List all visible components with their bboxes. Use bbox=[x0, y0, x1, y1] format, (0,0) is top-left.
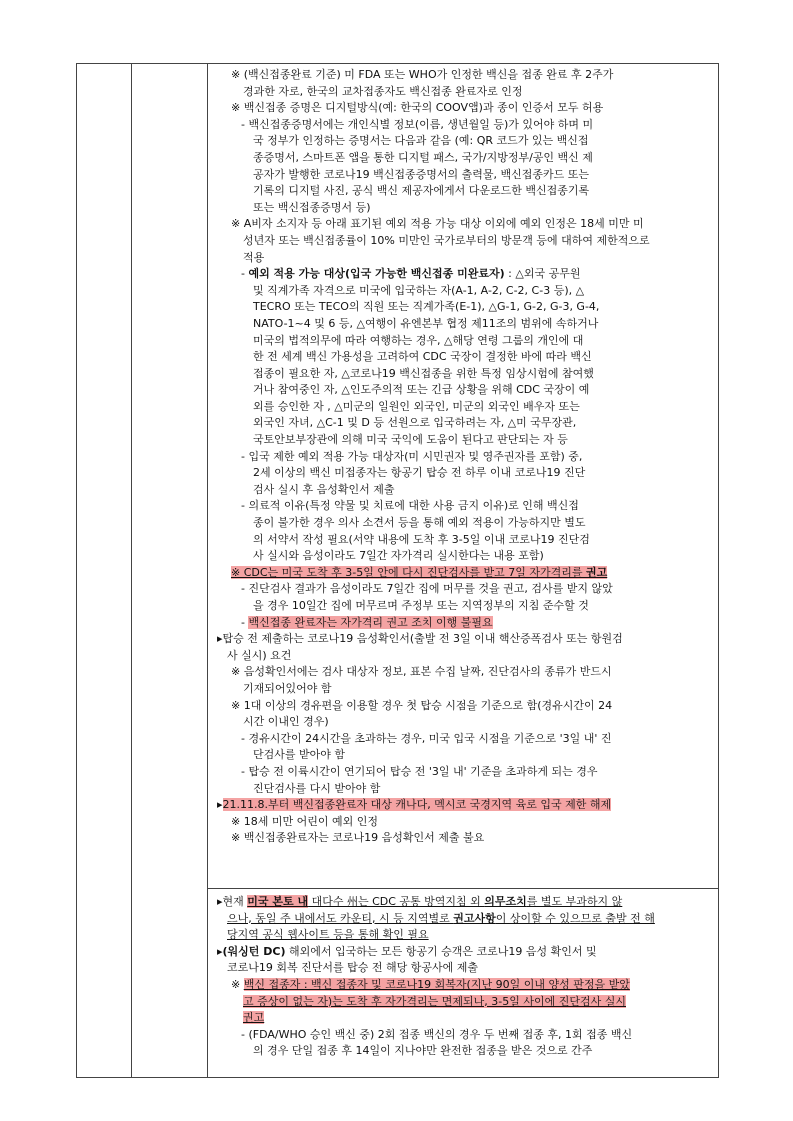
text-line: 국 정부가 인정하는 증명서는 다음과 같음 (예: QR 코드가 있는 백신접 bbox=[253, 134, 589, 148]
text-line: - 진단검사 결과가 음성이라도 7일간 집에 머무를 것을 권고, 검사를 받지 않았 bbox=[241, 582, 613, 596]
text-line: 사 실시) 요건 bbox=[227, 648, 292, 662]
text-line: 검사 실시 후 음성확인서 제출 bbox=[253, 482, 395, 496]
row-divider bbox=[207, 888, 718, 889]
text-line: ▸탑승 전 제출하는 코로나19 음성확인서(출발 전 3일 이내 핵산증폭검사 또는 항원검 bbox=[217, 632, 623, 646]
text-line: 종증명서, 스마트폰 앱을 통한 디지털 패스, 국가/지방정부/공인 백신 제 bbox=[253, 150, 593, 164]
text-line: ※ 18세 미만 어린이 예외 인정 bbox=[231, 814, 378, 828]
text-run: : △외국 공무원 bbox=[504, 267, 581, 281]
text-line: 단검사를 받아야 함 bbox=[253, 748, 346, 762]
text-run: 으나, 동일 주 내에서도 카운티, 시 등 지역별로 bbox=[227, 911, 454, 925]
text-line: 및 직계가족 자격으로 미국에 입국하는 자(A-1, A-2, C-2, C-3 등), △ bbox=[253, 283, 585, 297]
text-line: ※ (백신접종완료 기준) 미 FDA 또는 WHO가 인정한 백신을 접종 완료 후 2주가 bbox=[231, 68, 614, 81]
text-line: 을 경우 10일간 집에 머무르며 주정부 또는 지역정부의 지침 준수할 것 bbox=[253, 599, 589, 612]
text-run: 대다수 州는 CDC 공통 방역지침 외 bbox=[308, 895, 485, 908]
text-line: ※ 백신접종완료자는 코로나19 음성확인서 제출 불요 bbox=[231, 831, 485, 845]
text-line: 성년자 또는 백신접종률이 10% 미만인 국가로부터의 방문객 등에 대하여 제한적으로 bbox=[243, 233, 650, 247]
text-run: 이 상이할 수 있으므로 출발 전 해 bbox=[495, 911, 655, 925]
text-line: ※ 1대 이상의 경유편을 이용할 경우 첫 탑승 시점을 기준으로 함(경유시간이 24 bbox=[231, 698, 613, 712]
text-line: ※ 백신접종 증명은 디지털방식(예: 한국의 COOV앱)과 종이 인증서 모두 허용 bbox=[231, 101, 604, 115]
text-line: TECRO 또는 TECO의 직원 또는 직계가족(E-1), △G-1, G-2, G-3, G-4, bbox=[253, 300, 600, 314]
text-line bbox=[213, 615, 712, 632]
text-line: - 입국 제한 예외 적용 가능 대상자(미 시민권자 및 영주권자를 포함) 중, bbox=[241, 449, 583, 463]
text-line bbox=[213, 565, 712, 582]
text-line bbox=[213, 911, 712, 928]
text-run: ※ CDC는 미국 도착 후 3-5일 안에 다시 진단검사를 받고 7일 자가격리를 bbox=[231, 565, 586, 579]
text-line bbox=[213, 944, 712, 961]
text-run: 를 별도 부과하지 않 bbox=[526, 895, 623, 908]
text-line: 의 경우 단일 접종 후 14일이 지나야만 완전한 접종을 받은 것으로 간주 bbox=[253, 1044, 593, 1058]
text-line: 시간 이내인 경우) bbox=[243, 715, 329, 729]
text-run: ▸ bbox=[217, 798, 223, 812]
text-run: 21.11.8.부터 백신접종완료자 대상 캐나다, 멕시코 국경지역 육로 입국 제한 해제 bbox=[222, 798, 612, 812]
text-line: 진단검사를 다시 받아야 함 bbox=[253, 781, 381, 795]
text-run: 백신접종 완료자는 자가격리 권고 조치 이행 불필요 bbox=[248, 615, 493, 629]
text-line: 사 실시와 음성이라도 7일간 자가격리 실시한다는 내용 포함) bbox=[253, 549, 544, 563]
text-line: 한 전 세계 백신 가용성을 고려하여 CDC 국장이 결정한 바에 따라 백신 bbox=[253, 350, 592, 364]
text-run: 예외 적용 가능 대상(입국 가능한 백신접종 미완료자) bbox=[248, 267, 505, 281]
text-run: 당지역 공식 웹사이트 등을 통해 확인 필요 bbox=[227, 928, 429, 942]
text-line bbox=[213, 994, 712, 1011]
text-line bbox=[213, 927, 712, 944]
text-line: ※ 음성확인서에는 검사 대상자 정보, 표본 수집 날짜, 진단검사의 종류가 반드시 bbox=[231, 665, 612, 679]
text-run: 해외에서 입국하는 모든 항공기 승객은 코로나19 음성 확인서 및 bbox=[285, 944, 597, 958]
text-run: ▸ bbox=[217, 944, 223, 958]
text-run: (워싱턴 DC) bbox=[222, 944, 286, 958]
content-cell-entry-requirements bbox=[213, 67, 712, 847]
text-line: - 의료적 이유(특정 약물 및 치료에 대한 사용 금지 이유)로 인해 백신접 bbox=[241, 499, 579, 513]
text-run: - bbox=[241, 267, 249, 281]
text-line: - (FDA/WHO 승인 백신 중) 2회 접종 백신의 경우 두 번째 접종 후, 1회 접종 백신 bbox=[241, 1027, 633, 1041]
text-run: ▸현재 bbox=[217, 895, 248, 908]
text-run: 권고사항 bbox=[453, 911, 496, 925]
text-line bbox=[213, 266, 712, 283]
text-run: 의무조치 bbox=[484, 895, 527, 908]
text-line: 기재되어있어야 함 bbox=[243, 681, 332, 695]
text-line: 거나 참여중인 자, △인도주의적 또는 긴급 상황을 위해 CDC 국장이 예 bbox=[253, 383, 590, 397]
column-divider-1 bbox=[131, 64, 132, 1077]
text-line: 또는 백신접종증명서 등) bbox=[253, 200, 371, 214]
text-line: 외를 승인한 자 , △미군의 일원인 외국인, 미군의 외국인 배우자 또는 bbox=[253, 399, 580, 413]
text-run: 미국 본토 내 bbox=[247, 895, 309, 908]
text-line: NATO-1~4 및 6 등, △여행이 유엔본부 협정 제11조의 범위에 속하거나 bbox=[253, 316, 599, 330]
text-line bbox=[213, 1010, 712, 1027]
text-line: 국토안보부장관에 의해 미국 국익에 도움이 된다고 판단되는 자 등 bbox=[253, 433, 568, 447]
text-line: 접종이 필요한 자, △코로나19 백신접종을 위한 특정 임상시험에 참여했 bbox=[253, 366, 594, 380]
text-line: 종이 불가한 경우 의사 소견서 등을 통해 예외 적용이 가능하지만 별도 bbox=[253, 516, 586, 530]
text-line bbox=[213, 894, 712, 911]
text-run: - bbox=[241, 615, 249, 629]
text-line: 공자가 발행한 코로나19 백신접종증명서의 출력물, 백신접종카드 또는 bbox=[253, 167, 589, 181]
text-line bbox=[213, 977, 712, 994]
text-line: 미국의 법적의무에 따라 여행하는 경우, △해당 연령 그룹의 개인에 대 bbox=[253, 333, 584, 347]
text-line: ※ A비자 소지자 등 아래 표기된 예외 적용 가능 대상 이외에 예외 인정은 18세 미만 미 bbox=[231, 217, 644, 231]
text-line: - 백신접종증명서에는 개인식별 정보(이름, 생년월일 등)가 있어야 하며 미 bbox=[241, 117, 594, 131]
text-line: 적용 bbox=[243, 250, 265, 264]
text-line bbox=[213, 797, 712, 814]
text-run: 고 증상이 없는 자)는 도착 후 자가격리는 면제되나, 3-5일 사이에 진단검사 실시 bbox=[243, 994, 626, 1008]
column-divider-2 bbox=[207, 64, 208, 1077]
text-run: 권고 bbox=[586, 565, 608, 579]
text-line: 코로나19 회복 진단서를 탑승 전 해당 항공사에 제출 bbox=[227, 961, 478, 975]
text-line: 외국인 자녀, △C-1 및 D 등 선원으로 입국하려는 자, △미 국무장관, bbox=[253, 416, 577, 430]
text-run: ※ bbox=[231, 977, 244, 991]
text-line: - 경유시간이 24시간을 초과하는 경우, 미국 입국 시점을 기준으로 '3일 내' 진 bbox=[241, 731, 612, 745]
text-line: 2세 이상의 백신 미접종자는 항공기 탑승 전 하루 이내 코로나19 진단 bbox=[253, 466, 586, 480]
text-run: 백신 접종자 : 백신 접종자 및 코로나19 회복자(지난 90일 이내 양성 판정을 받았 bbox=[243, 977, 630, 991]
text-line: 경과한 자로, 한국의 교차접종자도 백신접종 완료자로 인정 bbox=[243, 84, 523, 98]
text-run: 권고 bbox=[243, 1011, 265, 1025]
content-cell-state-guidelines bbox=[213, 894, 712, 1060]
document-table bbox=[76, 63, 719, 1078]
text-line: 기록의 디지털 사진, 공식 백신 제공자에게서 다운로드한 백신접종기록 bbox=[253, 184, 590, 198]
text-line: 의 서약서 작성 필요(서약 내용에 도착 후 3-5일 이내 코로나19 진단검 bbox=[253, 532, 590, 546]
text-line: - 탑승 전 이륙시간이 연기되어 탑승 전 '3일 내' 기준을 초과하게 되는 경우 bbox=[241, 764, 598, 778]
